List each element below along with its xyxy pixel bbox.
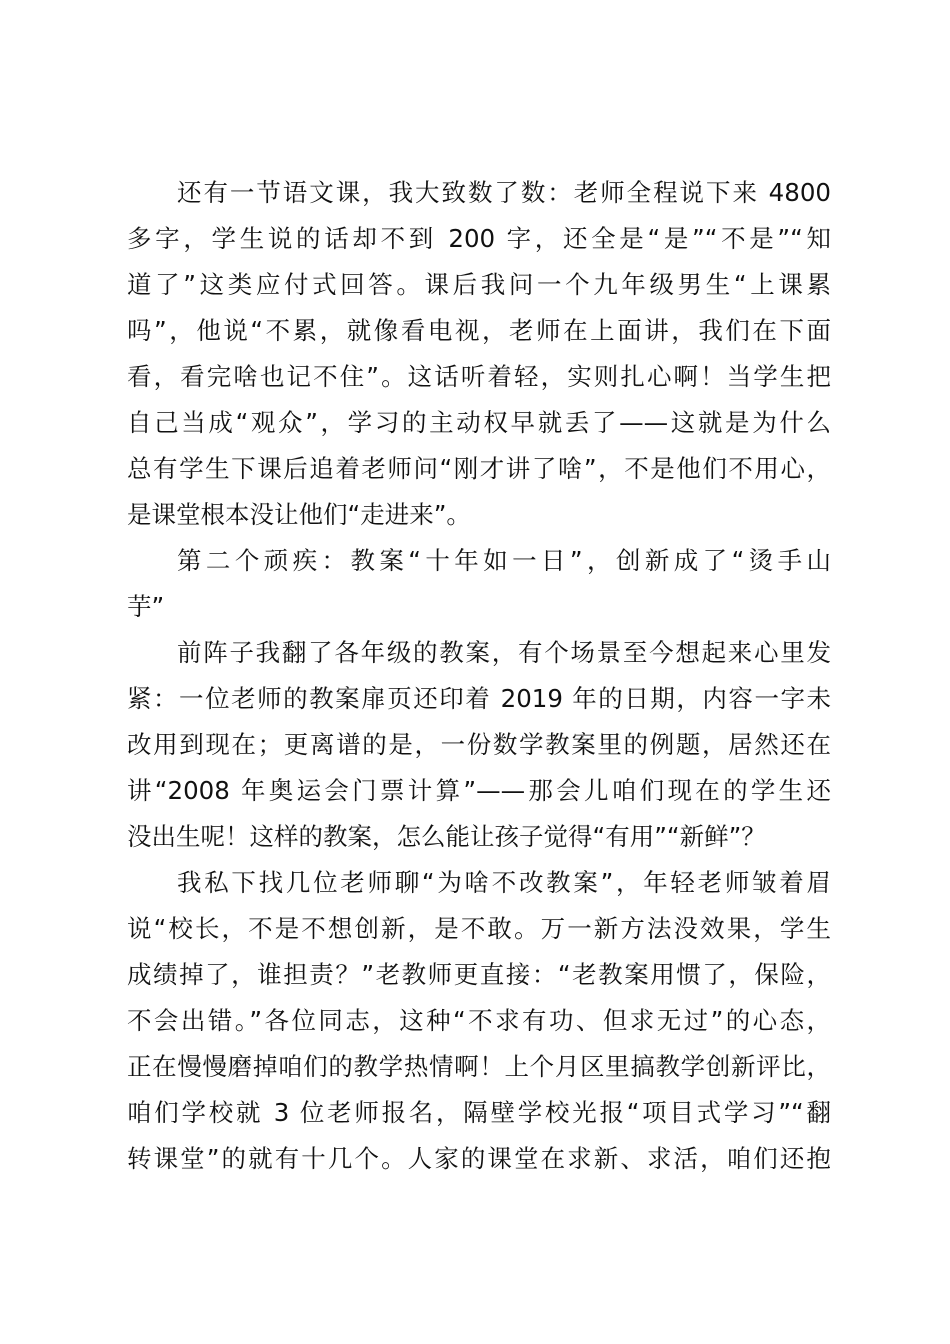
text-line: 前阵子我翻了各年级的教案，有个场景至今想起来心里发	[177, 638, 831, 667]
text-line: 道了”这类应付式回答。课后我问一个九年级男生“上课累	[127, 270, 831, 299]
document-body	[127, 170, 831, 1182]
text-line: 讲“2008 年奥运会门票计算”——那会儿咱们现在的学生还	[127, 776, 831, 805]
text-line: 说“校长，不是不想创新，是不敢。万一新方法没效果，学生	[127, 914, 831, 943]
text-line: 还有一节语文课，我大致数了数：老师全程说下来 4800	[177, 178, 831, 207]
section-heading-line: 芋”	[127, 592, 165, 621]
text-line: 总有学生下课后追着老师问“刚才讲了啥”，不是他们不用心，	[127, 454, 831, 483]
text-line: 正在慢慢磨掉咱们的教学热情啊！上个月区里搞教学创新评比，	[127, 1052, 831, 1081]
text-line: 看，看完啥也记不住”。这话听着轻，实则扎心啊！当学生把	[127, 362, 831, 391]
text-line: 紧：一位老师的教案扉页还印着 2019 年的日期，内容一字未	[127, 684, 831, 713]
text-line: 是课堂根本没让他们“走进来”。	[127, 500, 471, 529]
section-heading-line: 第二个顽疾：教案“十年如一日”，创新成了“烫手山	[177, 546, 831, 575]
text-line: 多字，学生说的话却不到 200 字，还全是“是”“不是”“知	[127, 224, 831, 253]
text-line: 不会出错。”各位同志，这种“不求有功、但求无过”的心态，	[127, 1006, 831, 1035]
text-line: 成绩掉了，谁担责？”老教师更直接：“老教案用惯了，保险，	[127, 960, 831, 989]
text-line: 自己当成“观众”，学习的主动权早就丢了——这就是为什么	[127, 408, 831, 437]
text-line: 转课堂”的就有十几个。人家的课堂在求新、求活，咱们还抱	[127, 1144, 831, 1173]
text-line: 吗”，他说“不累，就像看电视，老师在上面讲，我们在下面	[127, 316, 831, 345]
text-line: 没出生呢！这样的教案，怎么能让孩子觉得“有用”“新鲜”？	[127, 822, 766, 851]
text-line: 我私下找几位老师聊“为啥不改教案”，年轻老师皱着眉	[177, 868, 831, 897]
text-line: 改用到现在；更离谱的是，一份数学教案里的例题，居然还在	[127, 730, 831, 759]
text-line: 咱们学校就 3 位老师报名，隔壁学校光报“项目式学习”“翻	[127, 1098, 831, 1127]
